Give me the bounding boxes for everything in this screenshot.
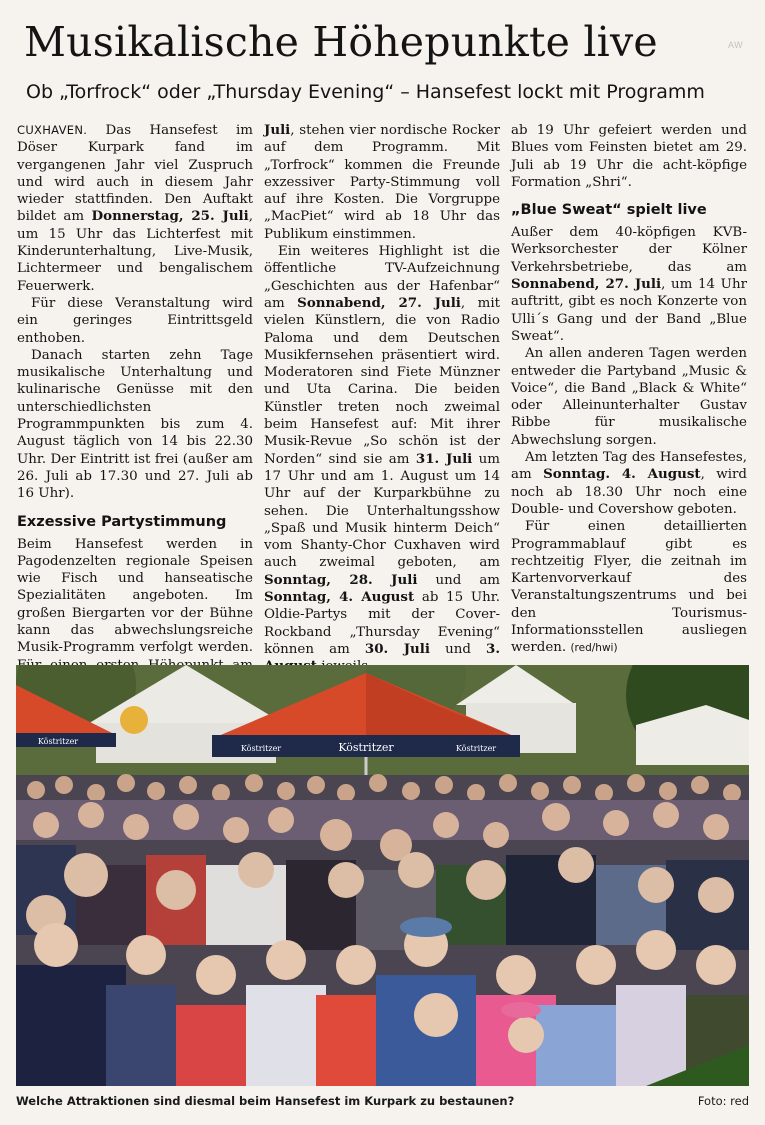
crowd-photo-illustration [16, 665, 749, 1086]
date-highlight: Sonntag. 4. August [543, 466, 701, 483]
date-highlight: 3. [486, 640, 500, 657]
date-highlight: Sonnabend, 27. Juli [297, 294, 461, 311]
crowd-photo [16, 665, 749, 1086]
text-run: Beim Hansefest werden in Pagodenzelten regionale Speisen wie Fisch und hanseatische Spezialitäten angeboten. Im großen Biergarten vor der Bühne kann das abwechslungsreiche Musik-Programm verfolgt werden. [17, 536, 253, 656]
column-2 [264, 122, 500, 657]
paragraph [511, 518, 747, 657]
paragraph: An allen anderen Tagen werden entweder die Partyband „Music & Voice“, die Band „Black & White“ oder Alleinunterhalter Gustav Ribbe für musikalische Abwechslung sorgen. [511, 346, 747, 448]
paragraph [264, 243, 500, 675]
text-run: ab 15 Uhr. Oldie-Partys mit der Cover-Rockband „Thursday Evening“ können am [264, 590, 500, 657]
headline: Musikalische Höhepunkte live [24, 18, 658, 66]
text-run: Am letzten Tag des Hansefestes, am [511, 450, 747, 483]
column-3 [511, 122, 747, 656]
paragraph: Danach starten zehn Tage musikalische Unterhaltung und kulinarische Genüsse mit den unterschiedlichsten Programmpunkten bis zum 4. August täglich von 14 bis 22.30 Uhr. Der Eintritt ist frei (außer am 26. Juli ab 17.30 und 27. Juli ab 16 Uhr). [17, 347, 253, 502]
umbrella-brand: Köstritzer [455, 744, 497, 753]
paragraph [511, 449, 747, 518]
paragraph [264, 122, 500, 243]
dateline: CUXHAVEN. [17, 123, 88, 137]
corner-mark: AW [728, 40, 744, 50]
subheadline: Ob „Torfrock“ oder „Thursday Evening“ – Hansefest lockt mit Programm [26, 81, 705, 103]
text-run: , um 14 Uhr auftritt, gibt es noch Konzerte von Ulli´s Gang und der Band „Blue Sweat“. [511, 277, 747, 344]
paragraph: Für diese Veranstaltung wird ein geringes Eintrittsgeld enthoben. [17, 295, 253, 346]
text-run: um 17 Uhr und am 1. August um 14 Uhr auf der Kurparkbühne zu sehen. Die Unterhaltungsshow „Spaß und Musik hinterm Deich“ vom Shanty-Chor Cuxhaven wird auch zweimal geboten, am [264, 451, 500, 571]
article-columns [17, 122, 749, 657]
text-run: Kurpark [364, 1094, 417, 1108]
text-run: zu bestaunen? [416, 1094, 515, 1108]
date-highlight: Sonntag, 28. Juli [264, 571, 418, 588]
date-highlight: 30. Juli [364, 640, 430, 657]
date-highlight: Juli [264, 122, 291, 138]
text-run: , um 15 Uhr das Lichterfest mit Kinderunterhaltung, Live-Musik, Lichtermeer und bengalischem Feuerwerk. [17, 209, 253, 294]
text-run: Welche Attraktionen sind diesmal beim Hansefest im [16, 1094, 365, 1108]
subheading: „Blue Sweat“ spielt live [511, 202, 707, 219]
paragraph [17, 122, 253, 295]
crowd [16, 774, 749, 1086]
date-highlight: Donnerstag, 25. Juli [91, 208, 249, 225]
date-highlight: Sonnabend, 27. Juli [511, 276, 662, 293]
column-1 [17, 122, 253, 656]
subheading: Exzessive Partystimmung [17, 513, 227, 530]
text-run: Das Hansefest im Döser Kurpark fand im vergangenen Jahr viel Zuspruch und wird auch in diesem Jahr wieder stattfinden. Den Auftakt bildet am [17, 123, 253, 225]
text-run: Ein weiteres Highlight ist die öffentliche TV-Aufzeichnung „Geschichten aus der Hafenbar“ am [264, 244, 500, 311]
text-run: und am [417, 572, 500, 588]
text-run: Außer dem 40-köpfigen KVB-Werksorchester der Kölner Verkehrsbetriebe, das am [511, 225, 747, 275]
text-run: , stehen vier nordische Rocker auf dem Programm. Mit „Torfrock“ kommen die Freunde exzessiver Party-Stimmung voll auf ihre Kosten. Die Vorgruppe „MacPiet“ wird ab 18 Uhr das Publikum einstimmen. [264, 123, 500, 242]
umbrella-brand: Köstritzer [240, 744, 282, 753]
photo-credit: Foto: red [697, 1094, 749, 1108]
text-run: und [429, 641, 486, 657]
text-run: , mit vielen Künstlern, die von Radio Paloma und dem Deutschen Musikfernsehen präsentiert wird. Moderatoren sind Fiete Münzner und Uta Carina. Die beiden Künstler treten noch zweimal beim Hansefest auf: Mit ihrer Musik-Revue „So schön ist der Norden“ sind sie am [264, 295, 500, 467]
text-run: , wird noch ab 18.30 Uhr noch eine Double- und Covershow geboten. [511, 467, 747, 517]
date-highlight: 31. Juli [415, 450, 473, 467]
paragraph [511, 224, 747, 345]
umbrella-brand: Köstritzer [37, 737, 79, 746]
author-credit: (red/hwi) [570, 642, 618, 655]
photo-caption [16, 1094, 514, 1108]
text-run: Für einen detaillierten Programmablauf gibt es rechtzeitig Flyer, die zeitnah im Kartenvorverkauf des Veranstaltungszentrums und bei den Tourismus-Informationsstellen ausliegen werden. [511, 519, 747, 656]
paragraph: ab 19 Uhr gefeiert werden und Blues vom Feinsten bietet am 29. Juli ab 19 Uhr die acht-köpfige Formation „Shri“. [511, 123, 747, 190]
umbrella-brand: Köstritzer [338, 741, 394, 754]
date-highlight: Sonntag, 4. August [264, 589, 415, 606]
